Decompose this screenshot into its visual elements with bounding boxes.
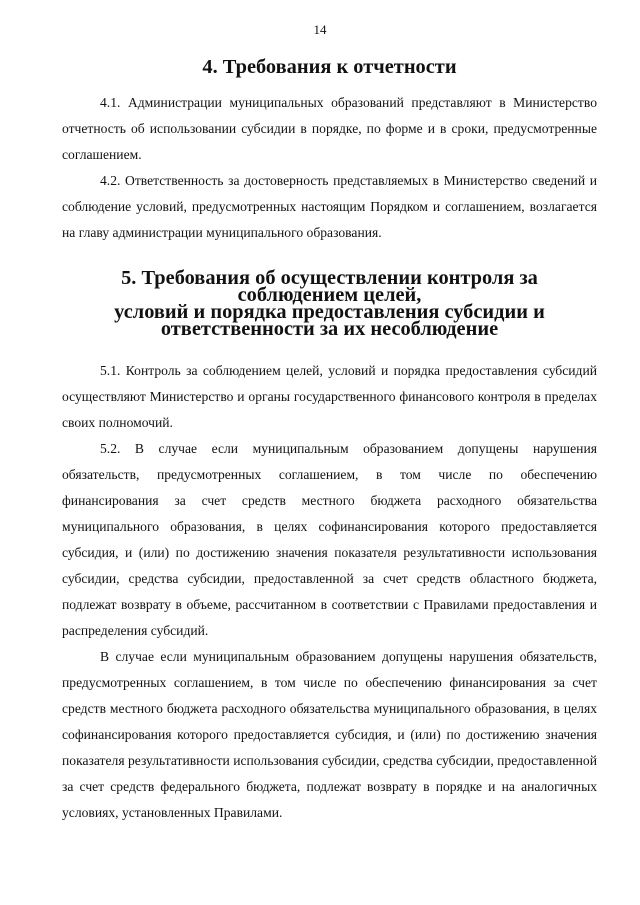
paragraph-4-1: 4.1. Администрации муниципальных образований представляют в Министерство отчетность об использовании субсидии в порядке, по форме и в сроки, предусмотренные соглашением.	[62, 95, 597, 162]
paragraph-5-2: 5.2. В случае если муниципальным образованием допущены нарушения обязательств, предусмотренных соглашением, в том числе по обеспечению финансирования за счет средств местного бюджета расходного обязательства муниципального образования, в целях софинансирования которого предоставляется субсидия, и (или) по достижению значения показателя результативности использования субсидии, средства субсидии, предоставленной за счет средств областного бюджета, подлежат возврату в объеме, рассчитанном в соответствии с Правилами предоставления и распределения субсидий.	[62, 441, 597, 638]
section-5-heading-line-2: условий и порядка предоставления субсидии и	[114, 301, 545, 323]
section-5-heading-line-1: 5. Требования об осуществлении контроля за соблюдением целей,	[121, 267, 538, 306]
section-5-heading-line-3: ответственности за их несоблюдение	[160, 318, 499, 340]
paragraph-5-2-continued: В случае если муниципальным образованием допущены нарушения обязательств, предусмотренных соглашением, в том числе по обеспечению финансирования за счет средств местного бюджета расходного обязательства муниципального образования, в целях софинансирования которого предоставляется субсидия, и (или) по достижению значения показателя результативности использования субсидии, средства субсидии, предоставленной за счет средств федерального бюджета, подлежат возврату в порядке и на аналогичных условиях, установленных Правилами.	[62, 649, 597, 820]
page-number: 14	[313, 22, 327, 37]
document-body	[62, 58, 597, 826]
paragraph-5-1: 5.1. Контроль за соблюдением целей, условий и порядка предоставления субсидий осуществляют Министерство и органы государственного финансового контроля в пределах своих полномочий.	[62, 363, 597, 430]
paragraph-4-2: 4.2. Ответственность за достоверность представляемых в Министерство сведений и соблюдение условий, предусмотренных настоящим Порядком и соглашением, возлагается на главу администрации муниципального образования.	[62, 173, 597, 240]
section-4-heading: 4. Требования к отчетности	[202, 56, 457, 78]
section-5-heading	[62, 267, 597, 340]
